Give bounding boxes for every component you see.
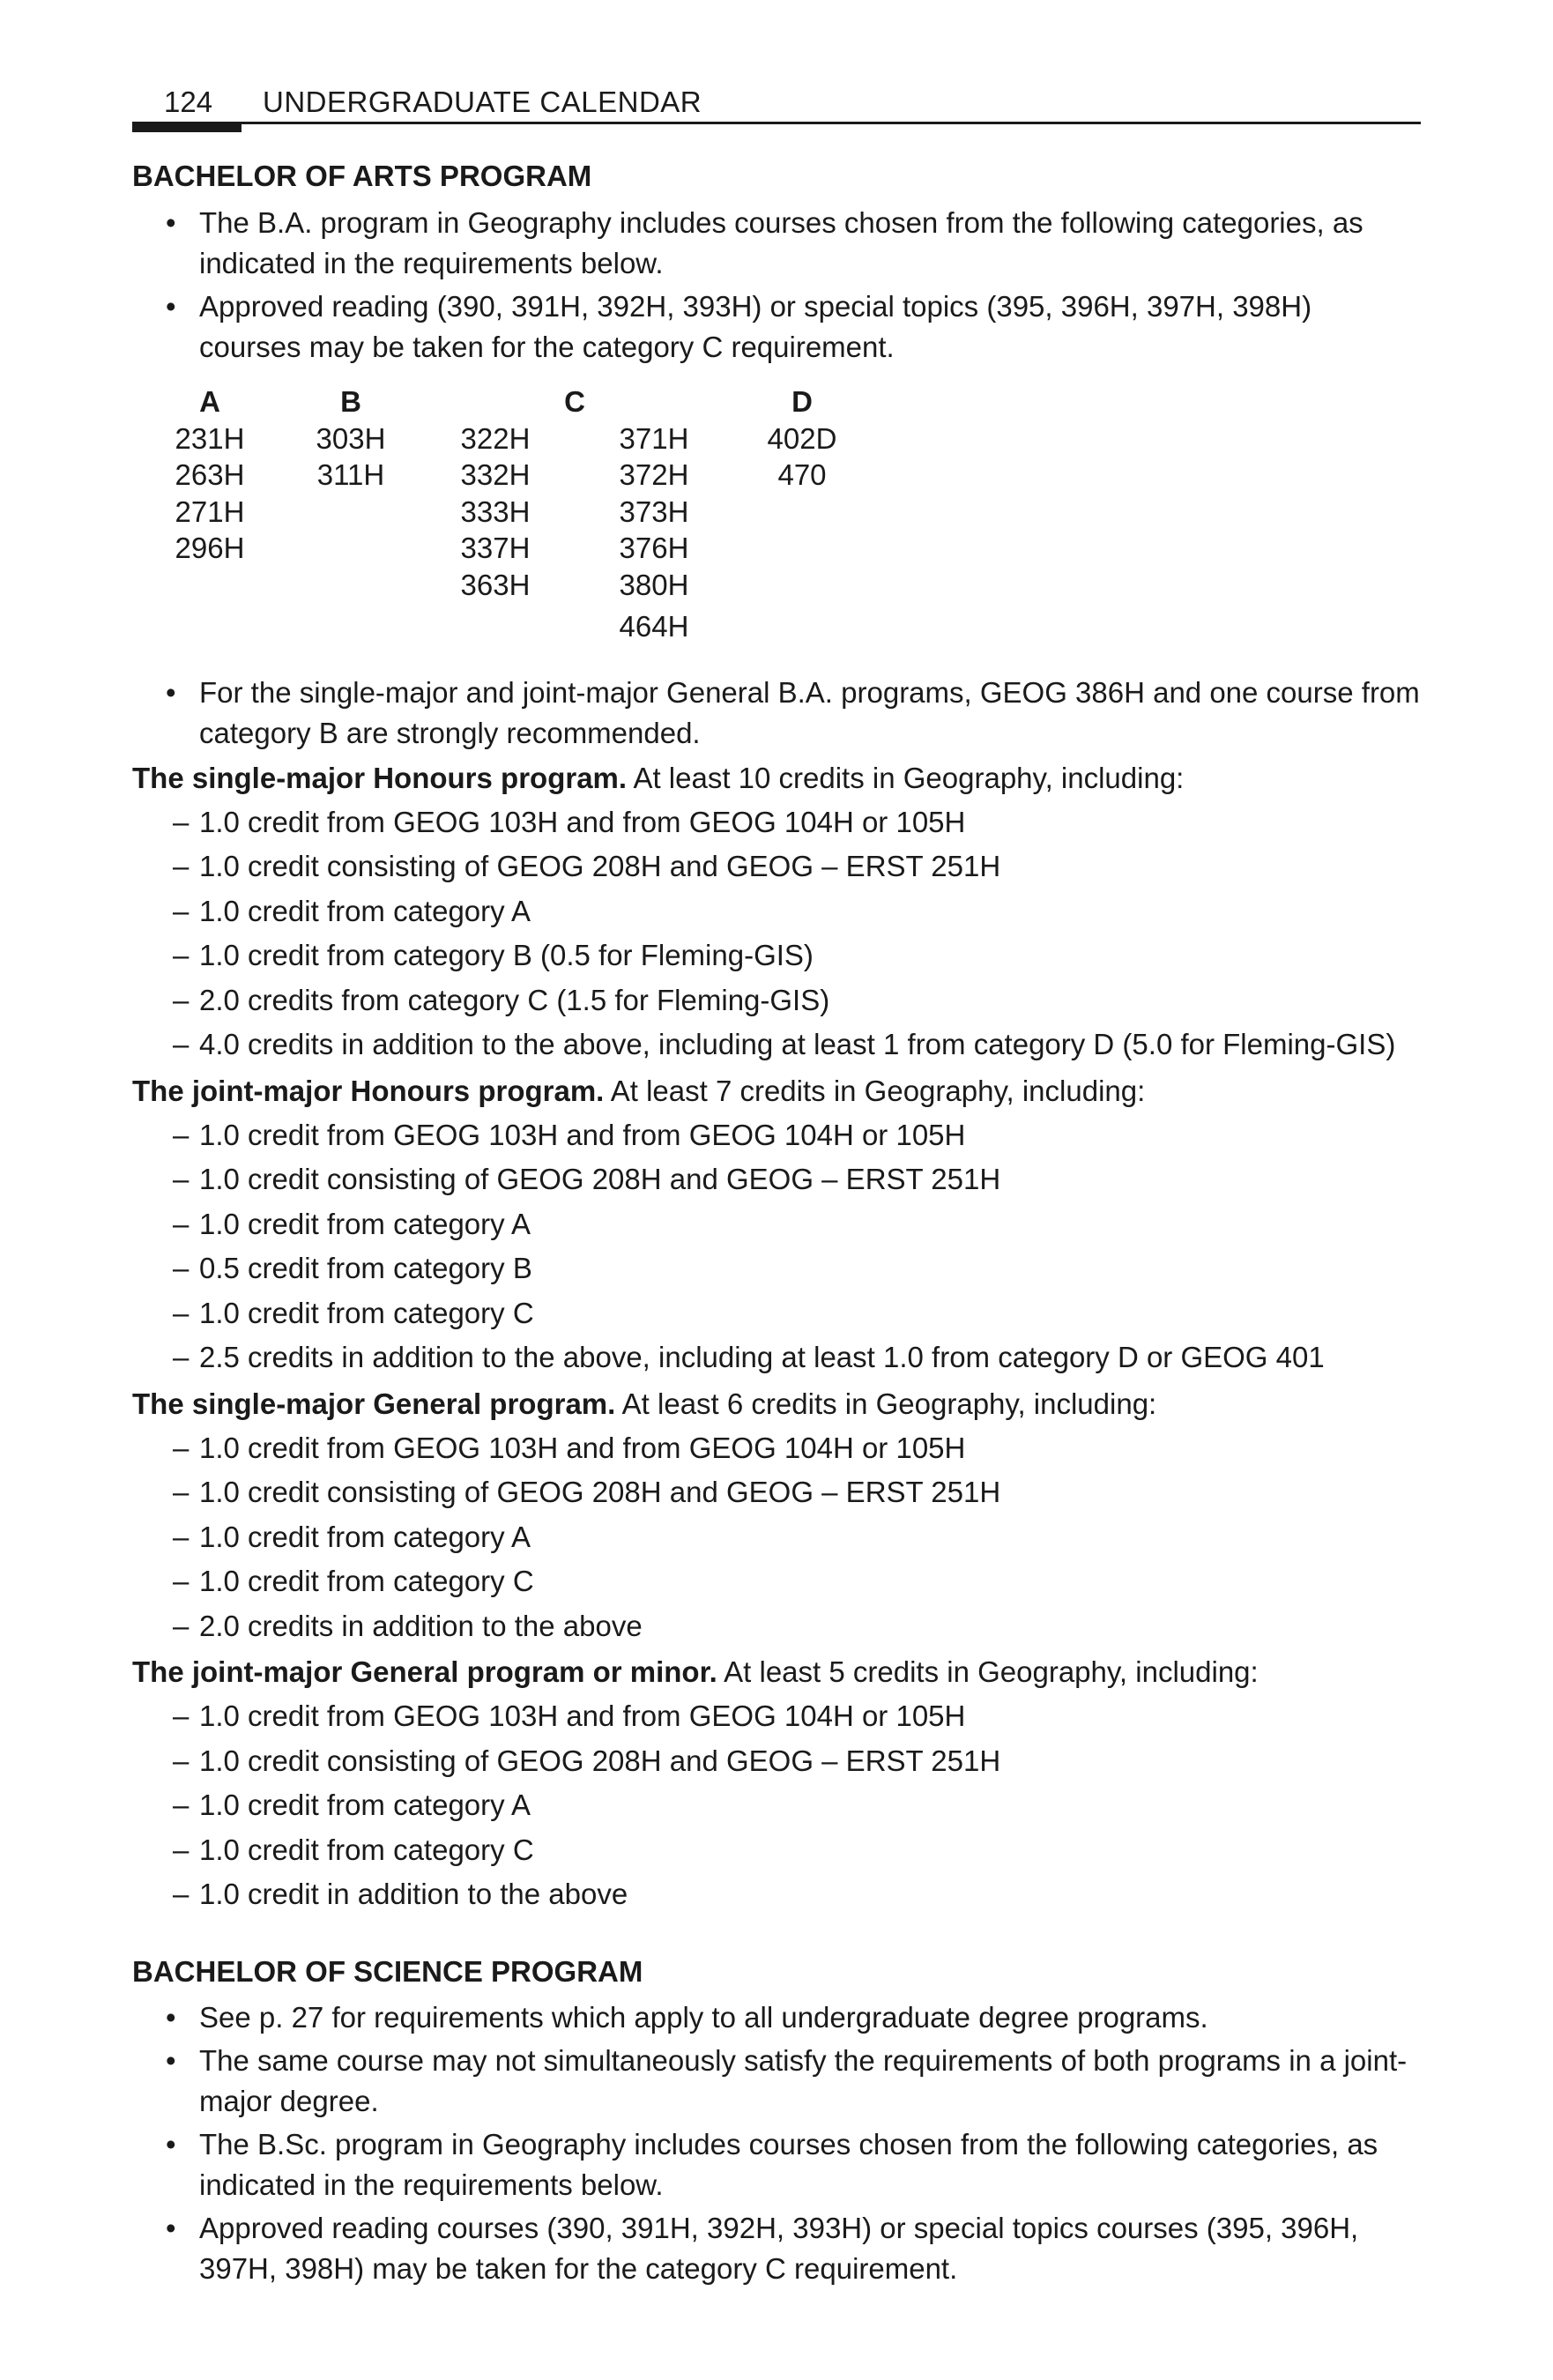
course-code: 373H bbox=[619, 495, 689, 528]
course-code: 337H bbox=[460, 532, 531, 565]
category-c-left-column bbox=[442, 420, 548, 604]
bullet-icon: • bbox=[166, 2001, 176, 2034]
bsc-section-heading: BACHELOR OF SCIENCE PROGRAM bbox=[132, 1954, 643, 1988]
bullet-icon: • bbox=[166, 205, 176, 239]
course-code: 271H bbox=[175, 495, 245, 528]
course-code: 363H bbox=[460, 568, 531, 601]
dash-icon: – bbox=[173, 1207, 189, 1240]
list-item bbox=[132, 203, 1421, 284]
program-single-major-general bbox=[132, 1382, 1421, 1649]
requirement-text: 1.0 credit consisting of GEOG 208H and GEOG – ERST 251H bbox=[199, 850, 1001, 883]
requirement-item bbox=[132, 1783, 1421, 1828]
dash-icon: – bbox=[173, 983, 189, 1016]
page-number: 124 bbox=[164, 86, 213, 118]
requirement-list bbox=[132, 1426, 1421, 1649]
requirement-item bbox=[132, 933, 1421, 978]
dash-icon: – bbox=[173, 1163, 189, 1196]
bullet-text: The same course may not simultaneously satisfy the requirements of both programs in a joint-major degree. bbox=[199, 2044, 1408, 2118]
dash-icon: – bbox=[173, 1520, 189, 1553]
program-joint-major-general-or-minor bbox=[132, 1650, 1421, 1917]
category-d-column bbox=[749, 420, 855, 494]
requirement-text: 1.0 credit from category A bbox=[199, 894, 531, 927]
bullet-text: The B.Sc. program in Geography includes courses chosen from the following categories, as indicated in the requirements below. bbox=[199, 2128, 1378, 2202]
list-item bbox=[132, 673, 1421, 754]
requirement-list bbox=[132, 800, 1421, 1067]
requirement-item bbox=[132, 1559, 1421, 1604]
requirement-item bbox=[132, 1470, 1421, 1515]
list-item bbox=[132, 1997, 1421, 2038]
requirement-item bbox=[132, 978, 1421, 1023]
category-header-b: B bbox=[340, 384, 361, 418]
program-heading bbox=[132, 1382, 1421, 1426]
dash-icon: – bbox=[173, 1252, 189, 1285]
dash-icon: – bbox=[173, 1609, 189, 1642]
course-code: 376H bbox=[619, 532, 689, 565]
category-b-column bbox=[298, 420, 404, 494]
requirement-list bbox=[132, 1694, 1421, 1917]
course-code: 380H bbox=[619, 568, 689, 601]
dash-icon: – bbox=[173, 1565, 189, 1598]
requirement-text: 1.0 credit from category C bbox=[199, 1296, 534, 1329]
requirement-text: 1.0 credit from GEOG 103H and from GEOG 104H or 105H bbox=[199, 1118, 966, 1151]
bullet-icon: • bbox=[166, 289, 176, 323]
requirement-item bbox=[132, 844, 1421, 889]
requirement-item bbox=[132, 1202, 1421, 1247]
course-code: 231H bbox=[175, 421, 245, 455]
bullet-icon: • bbox=[166, 2128, 176, 2161]
course-code: 322H bbox=[460, 421, 531, 455]
dash-icon: – bbox=[173, 1431, 189, 1464]
dash-icon: – bbox=[173, 1476, 189, 1509]
header-tab-marker bbox=[132, 122, 241, 132]
dash-icon: – bbox=[173, 1118, 189, 1151]
course-code: 464H bbox=[619, 610, 689, 643]
requirement-text: 1.0 credit from category A bbox=[199, 1207, 531, 1240]
requirement-item bbox=[132, 1335, 1421, 1380]
program-title: The joint-major Honours program. bbox=[132, 1074, 605, 1107]
requirement-text: 1.0 credit in addition to the above bbox=[199, 1878, 628, 1911]
dash-icon: – bbox=[173, 1833, 189, 1866]
list-item bbox=[132, 2041, 1421, 2122]
requirement-item bbox=[132, 1291, 1421, 1336]
course-code: 371H bbox=[619, 421, 689, 455]
header-rule bbox=[132, 122, 1421, 124]
list-item bbox=[132, 2124, 1421, 2205]
requirement-text: 4.0 credits in addition to the above, including at least 1 from category D (5.0 for Fleming-GIS) bbox=[199, 1028, 1396, 1061]
requirement-item bbox=[132, 1113, 1421, 1158]
course-code: 470 bbox=[777, 458, 827, 492]
dash-icon: – bbox=[173, 1789, 189, 1822]
ba-section-heading: BACHELOR OF ARTS PROGRAM bbox=[132, 160, 592, 192]
requirement-text: 1.0 credit from GEOG 103H and from GEOG 104H or 105H bbox=[199, 1699, 966, 1733]
page-header bbox=[132, 79, 1421, 132]
course-code: 332H bbox=[460, 458, 531, 492]
bullet-text: Approved reading (390, 391H, 392H, 393H) or special topics (395, 396H, 397H, 398H) courses may be taken for the category C requirement. bbox=[199, 289, 1312, 363]
requirement-item bbox=[132, 1828, 1421, 1873]
requirement-item bbox=[132, 1023, 1421, 1067]
requirement-text: 1.0 credit from category A bbox=[199, 1520, 531, 1553]
program-title: The single-major Honours program. bbox=[132, 761, 628, 794]
category-header-a: A bbox=[199, 384, 220, 418]
requirement-text: 1.0 credit from category A bbox=[199, 1789, 531, 1822]
bullet-text: Approved reading courses (390, 391H, 392H, 393H) or special topics courses (395, 396H, 397H, 398H) may be taken for the category C requirement. bbox=[199, 2212, 1359, 2286]
requirement-text: 1.0 credit consisting of GEOG 208H and GEOG – ERST 251H bbox=[199, 1163, 1001, 1196]
bullet-icon: • bbox=[166, 2044, 176, 2078]
requirement-item bbox=[132, 1515, 1421, 1560]
list-item bbox=[132, 2208, 1421, 2289]
list-item bbox=[132, 286, 1421, 368]
program-summary: At least 6 credits in Geography, including: bbox=[621, 1387, 1157, 1420]
program-heading bbox=[132, 1069, 1421, 1113]
requirement-item bbox=[132, 800, 1421, 845]
requirement-item bbox=[132, 1739, 1421, 1784]
dash-icon: – bbox=[173, 805, 189, 838]
dash-icon: – bbox=[173, 1699, 189, 1733]
requirement-item bbox=[132, 1604, 1421, 1649]
requirement-text: 1.0 credit from category C bbox=[199, 1565, 534, 1598]
bullet-icon: • bbox=[166, 2212, 176, 2245]
requirement-text: 0.5 credit from category B bbox=[199, 1252, 532, 1285]
page-content bbox=[132, 159, 1421, 2292]
requirement-item bbox=[132, 889, 1421, 934]
program-heading bbox=[132, 1650, 1421, 1694]
requirement-item bbox=[132, 1246, 1421, 1291]
course-code: 333H bbox=[460, 495, 531, 528]
running-title: UNDERGRADUATE CALENDAR bbox=[263, 86, 702, 118]
course-code: 303H bbox=[316, 421, 386, 455]
requirement-list bbox=[132, 1113, 1421, 1380]
course-code: 402D bbox=[767, 421, 837, 455]
category-table bbox=[132, 383, 1421, 662]
dash-icon: – bbox=[173, 1296, 189, 1329]
program-heading bbox=[132, 756, 1421, 800]
bullet-text: See p. 27 for requirements which apply to all undergraduate degree programs. bbox=[199, 2001, 1208, 2034]
program-joint-major-honours bbox=[132, 1069, 1421, 1380]
program-summary: At least 7 credits in Geography, including: bbox=[610, 1074, 1146, 1107]
program-title: The single-major General program. bbox=[132, 1387, 616, 1420]
category-header-c: C bbox=[564, 384, 585, 418]
requirement-text: 2.0 credits in addition to the above bbox=[199, 1609, 643, 1642]
bullet-text: The B.A. program in Geography includes courses chosen from the following categories, as indicated in the requirements below. bbox=[199, 205, 1364, 279]
dash-icon: – bbox=[173, 1744, 189, 1777]
dash-icon: – bbox=[173, 1878, 189, 1911]
bullet-text: For the single-major and joint-major General B.A. programs, GEOG 386H and one course from category B are strongly recommended. bbox=[199, 675, 1420, 749]
course-code: 311H bbox=[316, 458, 385, 492]
requirement-text: 1.0 credit from category B (0.5 for Fleming-GIS) bbox=[199, 939, 814, 972]
ba-intro-list bbox=[132, 203, 1421, 368]
requirement-text: 1.0 credit from category C bbox=[199, 1833, 534, 1866]
requirement-item bbox=[132, 1694, 1421, 1739]
ba-recommendation-list bbox=[132, 673, 1421, 754]
bsc-bullet-list bbox=[132, 1997, 1421, 2289]
program-title: The joint-major General program or minor. bbox=[132, 1655, 717, 1689]
category-c-right-column bbox=[601, 420, 707, 645]
requirement-item bbox=[132, 1872, 1421, 1917]
requirement-item bbox=[132, 1157, 1421, 1202]
category-a-column bbox=[157, 420, 263, 567]
course-code: 372H bbox=[619, 458, 689, 492]
requirement-text: 1.0 credit consisting of GEOG 208H and GEOG – ERST 251H bbox=[199, 1476, 1001, 1509]
requirement-text: 2.0 credits from category C (1.5 for Fleming-GIS) bbox=[199, 983, 830, 1016]
requirement-text: 1.0 credit from GEOG 103H and from GEOG 104H or 105H bbox=[199, 805, 966, 838]
requirement-text: 1.0 credit consisting of GEOG 208H and GEOG – ERST 251H bbox=[199, 1744, 1001, 1777]
bullet-icon: • bbox=[166, 675, 176, 709]
course-code: 263H bbox=[175, 458, 245, 492]
dash-icon: – bbox=[173, 1341, 189, 1374]
requirement-text: 1.0 credit from GEOG 103H and from GEOG 104H or 105H bbox=[199, 1431, 966, 1464]
category-header-d: D bbox=[791, 384, 813, 418]
program-single-major-honours bbox=[132, 756, 1421, 1067]
requirement-text: 2.5 credits in addition to the above, including at least 1.0 from category D or GEOG 401 bbox=[199, 1341, 1325, 1374]
dash-icon: – bbox=[173, 850, 189, 883]
dash-icon: – bbox=[173, 1028, 189, 1061]
program-summary: At least 5 credits in Geography, including: bbox=[724, 1655, 1259, 1689]
program-summary: At least 10 credits in Geography, including: bbox=[633, 761, 1185, 794]
dash-icon: – bbox=[173, 894, 189, 927]
dash-icon: – bbox=[173, 939, 189, 972]
course-code: 296H bbox=[175, 532, 245, 565]
requirement-item bbox=[132, 1426, 1421, 1471]
